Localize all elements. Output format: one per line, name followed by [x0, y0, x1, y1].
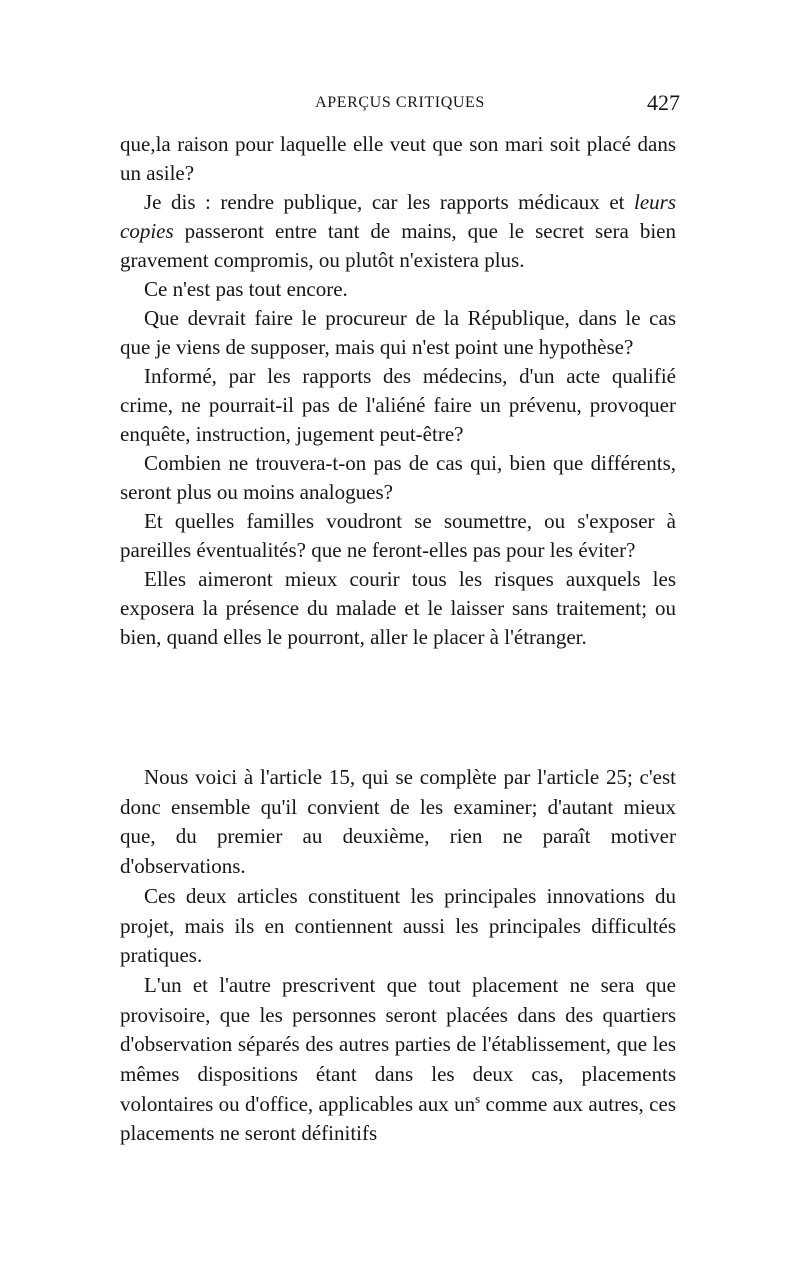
paragraph: Ces deux articles constituent les principales innovations du projet, mais ils en contiennent aussi les principales difficultés pratiques.	[120, 883, 676, 968]
paragraph-text: passeront entre tant de mains, que le secret sera bien gravement compromis, ou plutôt n'existera plus.	[120, 219, 676, 272]
paragraph: Que devrait faire le procureur de la République, dans le cas que je viens de supposer, mais qui n'est point une hypothèse?	[120, 306, 676, 359]
text-block-upper	[120, 130, 676, 652]
paragraph: Informé, par les rapports des médecins, d'un acte qualifié crime, ne pourrait-il pas de l'aliéné faire un prévenu, provoquer enquête, instruction, jugement peut-être?	[120, 364, 676, 446]
paragraph: Nous voici à l'article 15, qui se complète par l'article 25; c'est donc ensemble qu'il convient de les examiner; d'autant mieux que, du premier au deuxième, rien ne paraît motiver d'observations.	[120, 765, 676, 879]
paragraph	[120, 971, 676, 1149]
running-head	[120, 90, 680, 120]
paragraph: Ce n'est pas tout encore.	[144, 277, 348, 301]
paragraph: Combien ne trouvera-t-on pas de cas qui, bien que différents, seront plus ou moins analogues?	[120, 451, 676, 504]
paragraph-text: Je dis : rendre publique, car les rapports médicaux et	[144, 190, 634, 214]
running-title: APERÇUS CRITIQUES	[315, 94, 485, 111]
text-block-lower	[120, 763, 676, 1149]
paragraph: que,la raison pour laquelle elle veut que son mari soit placé dans un asile?	[120, 132, 676, 185]
italic-phrase: leurs copies	[120, 190, 676, 243]
superscript-letter: s	[475, 1090, 481, 1106]
page-number: 427	[647, 90, 680, 115]
paragraph-text: comme aux autres, ces placements ne seront définitifs	[120, 1091, 676, 1146]
paragraph-text: L'un et l'autre prescrivent que tout placement ne sera que provisoire, que les personnes seront placées dans des quartiers d'observation séparés des autres parties de l'établissement, que les mêmes dispositions étant dans les deux cas, placements volontaires ou d'office, applicables aux un	[120, 972, 676, 1116]
paragraph	[120, 188, 676, 275]
paragraph: Elles aimeront mieux courir tous les risques auxquels les exposera la présence du malade et le laisser sans traitement; ou bien, quand elles le pourront, aller le placer à l'étranger.	[120, 567, 676, 649]
paragraph: Et quelles familles voudront se soumettre, ou s'exposer à pareilles éventualités? que ne feront-elles pas pour les éviter?	[120, 509, 676, 562]
